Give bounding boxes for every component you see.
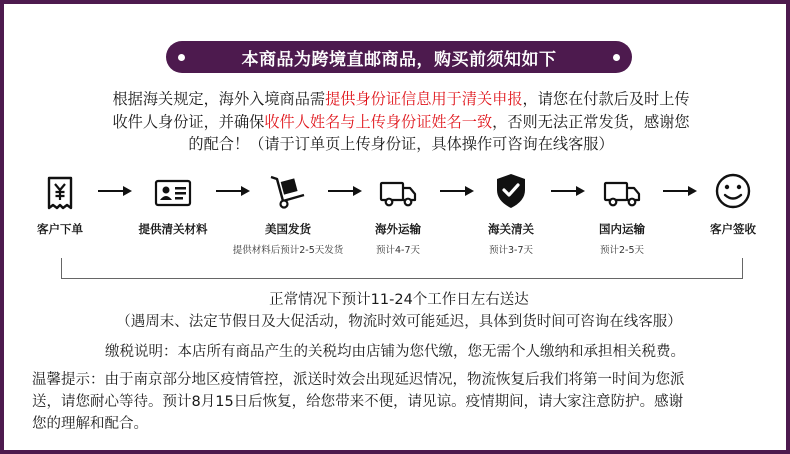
step-label: 客户下单: [37, 222, 83, 236]
intro-text: 根据海关规定，海外入境商品需: [112, 90, 326, 108]
intro-text: 收件人身份证，并确保: [112, 112, 265, 131]
bracket-tick: [61, 258, 62, 266]
reminder-notice: [32, 369, 767, 435]
customs-intro: [66, 88, 736, 156]
delivery-note: （遇周末、法定节假日及大促活动，物流时效可能延迟，具体到货时间可咨询在线客服）: [116, 314, 682, 330]
smiley-icon: [713, 171, 753, 211]
hand-truck-icon: [268, 171, 308, 211]
tax-notice: 缴税说明：本店所有商品产生的关税均由店铺为您代缴，您无需个人缴纳和承担相关税费。: [105, 344, 685, 360]
title-banner: [166, 41, 632, 73]
truck-icon: [602, 173, 642, 213]
arrow-right-icon: [551, 186, 585, 196]
step-label: 国内运输: [599, 222, 645, 236]
shield-check-icon: [491, 171, 531, 211]
intro-line-2: [66, 111, 736, 134]
intro-line-1: [66, 88, 736, 111]
bracket-tick: [742, 258, 743, 266]
step-label: 美国发货: [265, 222, 311, 236]
step-duration: 预计2-5天: [599, 245, 645, 256]
bullet-dot: [613, 54, 620, 61]
id-card-icon: [153, 173, 193, 213]
step-label: 提供清关材料: [138, 222, 208, 236]
step-label: 客户签收: [710, 222, 756, 236]
receipt-yen-icon: [40, 173, 80, 213]
arrow-right-icon: [216, 186, 250, 196]
step-duration: 提供材料后预计2-5天发货: [232, 245, 344, 256]
intro-highlight: 收件人姓名与上传身份证姓名一致: [264, 112, 493, 131]
reminder-line: 送，请您耐心等待。预计8月15日后恢复，给您带来不便，请见谅。疫情期间，请大家注意防护。感谢: [32, 394, 684, 410]
delivery-estimate: 正常情况下预计11-24个工作日左右送达: [269, 292, 529, 308]
reminder-line: 您的理解和配合。: [32, 416, 148, 432]
intro-text: ，否则无法正常发货，感谢您: [492, 112, 690, 131]
intro-line-3: 的配合！（请于订单页上传身份证，具体操作可咨询在线客服）: [188, 135, 614, 153]
step-duration: 预计4-7天: [375, 245, 421, 256]
step-label: 海外运输: [375, 222, 421, 236]
intro-text: ，请您在付款后及时上传: [522, 90, 690, 108]
arrow-right-icon: [440, 186, 474, 196]
step-duration: 预计3-7天: [488, 245, 534, 256]
intro-highlight: 提供身份证信息用于清关申报: [325, 90, 523, 108]
banner-title: 本商品为跨境直邮商品，购买前须知如下: [241, 49, 557, 70]
truck-icon: [378, 173, 418, 213]
timeline-bracket: [61, 266, 743, 279]
arrow-right-icon: [98, 186, 132, 196]
step-label: 海关清关: [488, 222, 534, 236]
arrow-right-icon: [328, 186, 362, 196]
arrow-right-icon: [663, 186, 697, 196]
reminder-line: 温馨提示：由于南京部分地区疫情管控，派送时效会出现延迟情况，物流恢复后我们将第一时间为您派: [32, 372, 685, 388]
bullet-dot: [178, 54, 185, 61]
